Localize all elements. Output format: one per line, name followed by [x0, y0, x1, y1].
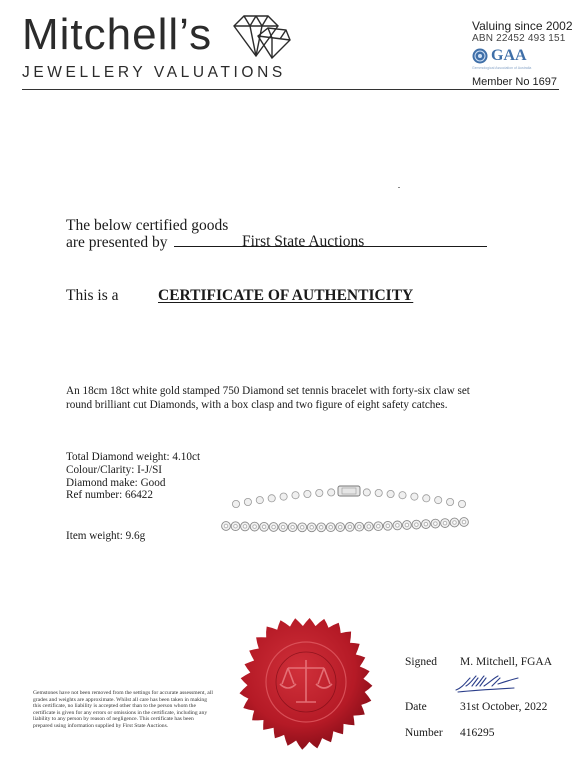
- bracelet-image: [220, 482, 470, 542]
- stone-facet: [319, 526, 323, 530]
- ref-number: Ref number: 66422: [66, 489, 153, 502]
- stone-facet: [348, 525, 352, 529]
- handwritten-signature: [452, 672, 522, 694]
- gaa-text: GAA: [491, 47, 527, 64]
- bracelet-stone: [387, 490, 394, 497]
- bracelet-stone: [399, 492, 406, 499]
- stone-facet: [386, 524, 390, 528]
- diamond-logo-icon: [228, 12, 292, 62]
- bracelet-stone: [280, 493, 287, 500]
- bracelet-stone: [423, 495, 430, 502]
- bracelet-stone: [256, 497, 263, 504]
- gaa-badge-icon: [472, 48, 488, 64]
- stone-facet: [396, 524, 400, 528]
- stone-facet: [377, 524, 381, 528]
- stone-facet: [338, 525, 342, 529]
- stone-facet: [262, 525, 266, 529]
- total-diamond-weight: Total Diamond weight: 4.10ct: [66, 451, 201, 463]
- bracelet-stone: [458, 500, 465, 507]
- stone-facet: [281, 525, 285, 529]
- wax-seal-icon: [236, 612, 376, 752]
- stone-facet: [405, 523, 409, 527]
- stone-facet: [434, 522, 438, 526]
- stone-facet: [243, 525, 247, 529]
- bracelet-stone: [375, 489, 382, 496]
- bracelet-stone: [447, 498, 454, 505]
- signer-name: M. Mitchell, FGAA: [460, 656, 552, 668]
- bracelet-stone: [328, 489, 335, 496]
- bracelet-stone: [316, 489, 323, 496]
- certificate-date: 31st October, 2022: [460, 701, 548, 713]
- abn-number: ABN 22452 493 151: [472, 33, 566, 44]
- stone-facet: [224, 524, 228, 528]
- stone-facet: [234, 524, 238, 528]
- bracelet-stone: [244, 498, 251, 505]
- stone-facet: [272, 525, 276, 529]
- bracelet-stone: [304, 490, 311, 497]
- date-label: Date: [405, 701, 427, 713]
- stone-facet: [253, 525, 257, 529]
- bracelet-stone: [363, 489, 370, 496]
- bracelet-stone: [411, 493, 418, 500]
- stone-facet: [415, 523, 419, 527]
- item-description: An 18cm 18ct white gold stamped 750 Diamond set tennis bracelet with forty-six claw set round brilliant cut Diamonds, with a box clasp and two figure of eight safety catches.: [66, 385, 470, 411]
- bracelet-stone: [268, 495, 275, 502]
- header-rule: [22, 89, 559, 90]
- stone-facet: [453, 521, 457, 525]
- brand-subtitle: JEWELLERY VALUATIONS: [22, 64, 286, 81]
- stone-facet: [443, 521, 447, 525]
- stone-facet: [424, 522, 428, 526]
- item-weight: Item weight: 9.6g: [66, 530, 146, 542]
- certificate-title: CERTIFICATE OF AUTHENTICITY: [158, 287, 414, 304]
- gaa-small-text: Gemmological Association of Australia: [472, 66, 532, 70]
- bracelet-stone: [435, 497, 442, 504]
- speck: [398, 187, 400, 188]
- intro-line-1: The below certified goods: [66, 217, 229, 234]
- certificate-lead: This is a: [66, 287, 119, 304]
- stone-facet: [310, 526, 314, 530]
- stone-facet: [300, 526, 304, 530]
- colour-clarity: Colour/Clarity: I-J/SI: [66, 463, 163, 476]
- valuing-since: Valuing since 2002: [472, 19, 573, 33]
- bracelet-stone: [232, 500, 239, 507]
- number-label: Number: [405, 727, 443, 739]
- stone-facet: [367, 525, 371, 529]
- member-number: Member No 1697: [472, 76, 557, 88]
- certificate-number: 416295: [460, 727, 495, 739]
- stone-facet: [358, 525, 362, 529]
- bracelet-stone: [292, 492, 299, 499]
- specs-block: [66, 451, 200, 502]
- stone-facet: [291, 525, 295, 529]
- diamond-make: Diamond make: Good: [66, 476, 166, 489]
- disclaimer: Gemstones have not been removed from the settings for accurate assessment, all grades and weights are approximate. Whilst all care has been taken in making this certificate, no liability is accepted other than to the person whom the certificate is given for any errors or omissions in the certificate, including any liability to any person by reason of negligence. This certificate has been prepared using information supplied by First State Auctions.: [33, 690, 213, 729]
- stone-facet: [462, 520, 466, 524]
- brand-name: Mitchell’s: [22, 10, 213, 59]
- intro-line-2: are presented by: [66, 234, 168, 251]
- stone-facet: [329, 525, 333, 529]
- presenter-name: First State Auctions: [242, 233, 365, 250]
- signed-label: Signed: [405, 656, 437, 668]
